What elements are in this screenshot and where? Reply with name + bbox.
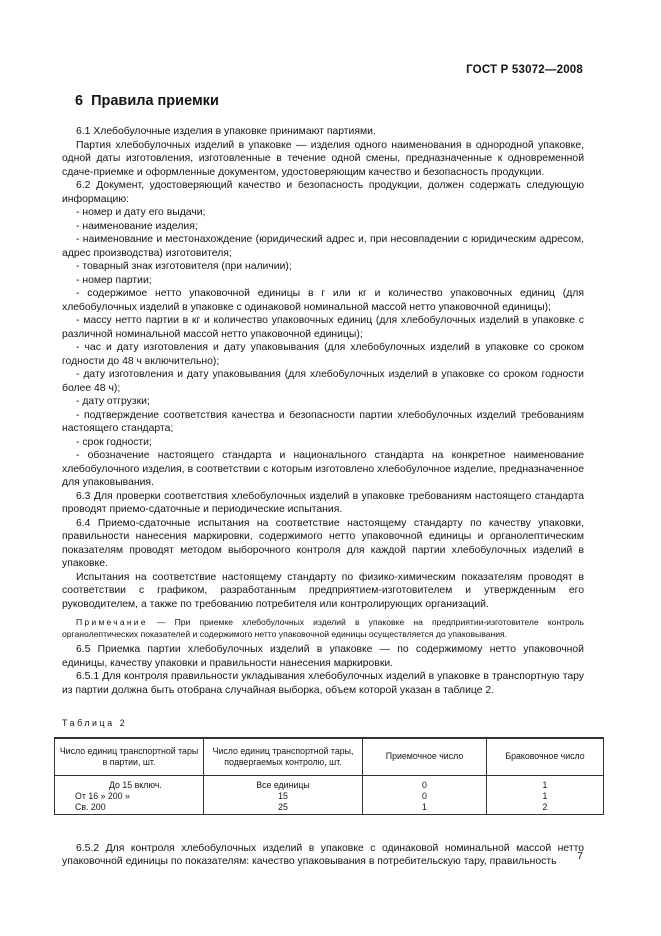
- list-item: - срок годности;: [76, 436, 152, 448]
- table-cell-reject: 1: [487, 775, 604, 791]
- table-cell-reject: 2: [487, 802, 604, 815]
- table-row: [55, 775, 604, 791]
- table-caption: Таблица 2: [62, 718, 128, 728]
- section-number: 6: [75, 93, 84, 109]
- paragraph-6-3: 6.3 Для проверки соответствия хлебобулочных изделий в упаковке требованиям настоящего стандарта проводят приемо-сдаточные и периодические испытания.: [62, 490, 584, 515]
- table-row: [55, 802, 604, 815]
- note-text: — При приемке хлебобулочных изделий в упаковке на предприятии-изготовителе контроль органолептических показателей и содержимого нетто упаковочной единицы осуществляется до упаковывания.: [62, 617, 584, 639]
- table-cell-accept: 0: [363, 775, 487, 791]
- table-row: [55, 791, 604, 802]
- table-cell-range: До 15 включ.: [55, 775, 204, 791]
- paragraph-6-4-physchem: Испытания на соответствие настоящему стандарту по физико-химическим показателям проводят в соответствии с графиком, разработанным предприятием-изготовителем и утвержденным его руководителем, а также по требованию потребителя или контролирующих организаций.: [62, 571, 584, 610]
- sampling-table: [54, 737, 604, 815]
- list-item: - подтверждение соответствия качества и безопасности партии хлебобулочных изделий требованиям настоящего стандарта;: [62, 409, 584, 434]
- paragraph-6-5-1: 6.5.1 Для контроля правильности укладывания хлебобулочных изделий в упаковке в транспортную тару из партии должна быть отобрана случайная выборка, объем которой указан в таблице 2.: [62, 671, 584, 696]
- paragraph-6-1-definition: Партия хлебобулочных изделий в упаковке — изделия одного наименования в однородной упаковке, одной даты изготовления, изготовленные в течение одной смены, предназначенные к одновременной сдаче-приемке и оформленные документом, удостоверяющим качество и безопасность продукции.: [62, 139, 584, 178]
- table-header-cell: Браковочное число: [487, 738, 604, 776]
- table-cell-sample: Все единицы: [204, 775, 363, 791]
- note: [62, 616, 584, 640]
- list-item: - содержимое нетто упаковочной единицы в г или кг и количество упаковочных единиц (для хлебобулочных изделий в упаковке с одинаковой номинальной массой нетто упаковочной единицы);: [62, 288, 584, 313]
- list-item: - наименование и местонахождение (юридический адрес и, при несовпадении с юридическим адресом, адрес производства) изготовителя;: [62, 234, 584, 259]
- table-header-cell: Приемочное число: [363, 738, 487, 776]
- list-item: - номер и дату его выдачи;: [76, 207, 206, 218]
- table-header-row: [55, 738, 604, 776]
- page-number: 7: [577, 850, 583, 862]
- table-header-cell: Число единиц транспортной тары в партии, шт.: [55, 738, 204, 776]
- list-item: - дату изготовления и дату упаковывания (для хлебобулочных изделий в упаковке со сроком годности более 48 ч);: [62, 369, 584, 394]
- table-cell-sample: 15: [204, 791, 363, 802]
- table-cell-reject: 1: [487, 791, 604, 802]
- paragraph-6-5-2: 6.5.2 Для контроля хлебобулочных изделий в упаковке с одинаковой номинальной массой нетто упаковочной единицы по показателям: качество упаковывания в потребительскую тару, правильность: [62, 842, 584, 867]
- list-item: - номер партии;: [76, 274, 152, 286]
- note-label: Примечание: [76, 617, 148, 627]
- table-cell-range: От 16 » 200 »: [55, 791, 204, 802]
- list-item: - дату отгрузки;: [76, 396, 150, 407]
- table-cell-accept: 1: [363, 802, 487, 815]
- paragraph-6-5: 6.5 Приемка партии хлебобулочных изделий в упаковке — по содержимому нетто упаковочной единицы, качеству упаковки и правильности нанесения маркировки.: [62, 644, 584, 669]
- paragraph-6-4: 6.4 Приемо-сдаточные испытания на соответствие настоящему стандарту по качеству упаковки, правильности нанесения маркировки, содержимого нетто упаковочной единицы и органолептическим показателям проводят методом выборочного контроля для каждой партии хлебобулочных изделий в упаковке.: [62, 517, 584, 569]
- table-cell-range: Св. 200: [55, 802, 204, 815]
- standard-header: ГОСТ Р 53072—2008: [466, 64, 583, 76]
- table-header-cell: Число единиц транспортной тары, подвергаемых контролю, шт.: [204, 738, 363, 776]
- list-item: - массу нетто партии в кг и количество упаковочных единиц (для хлебобулочных изделий в упаковке с различной номинальной массой нетто упаковочной единицы);: [62, 315, 584, 340]
- list-item: - час и дату изготовления и дату упаковывания (для хлебобулочных изделий в упаковке со сроком годности до 48 ч включительно);: [62, 342, 584, 367]
- list-item: - обозначение настоящего стандарта и национального стандарта на конкретное наименование хлебобулочного изделия, в соответствии с которым изготовлено хлебобулочное изделие, предназначенное для упаковывания.: [62, 450, 584, 488]
- table-cell-sample: 25: [204, 802, 363, 815]
- table-cell-accept: 0: [363, 791, 487, 802]
- section-title: [75, 93, 219, 109]
- list-item: - товарный знак изготовителя (при наличии);: [76, 261, 292, 272]
- section-title-text: Правила приемки: [91, 93, 219, 109]
- paragraph-6-2: 6.2 Документ, удостоверяющий качество и безопасность продукции, должен содержать следующую информацию:: [62, 180, 584, 205]
- list-item: - наименование изделия;: [76, 220, 198, 232]
- document-body: [59, 125, 585, 869]
- paragraph-6-1: 6.1 Хлебобулочные изделия в упаковке принимают партиями.: [76, 126, 376, 137]
